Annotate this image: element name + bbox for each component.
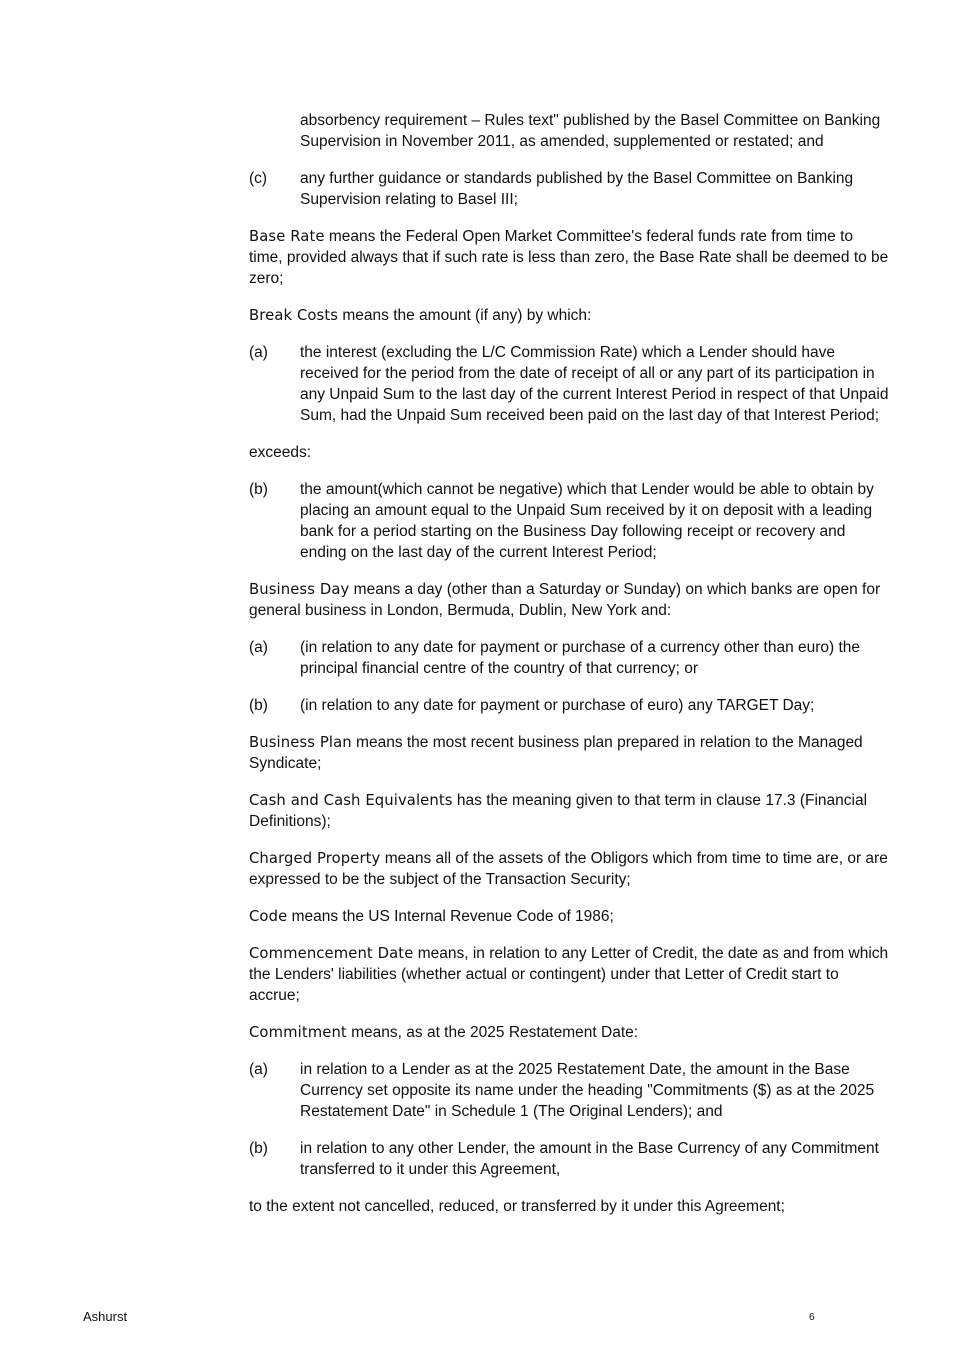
definition-commitment — [249, 1022, 889, 1043]
item-label: (c) — [249, 170, 268, 187]
definition-text: means the US Internal Revenue Code of 1986; — [287, 908, 614, 925]
item-text: any further guidance or standards published by the Basel Committee on Banking Supervision relating to Basel III; — [300, 170, 854, 208]
item-label: (b) — [249, 1140, 268, 1157]
list-item-b — [249, 695, 889, 716]
item-label: (a) — [249, 1061, 268, 1078]
item-text: in relation to a Lender as at the 2025 Restatement Date, the amount in the Base Currency set opposite its name under the heading "Commitments ($) as at the 2025 Restatement Date" in Schedule 1 (The Original Lenders); and — [300, 1061, 875, 1120]
definition-code — [249, 906, 889, 927]
list-item-c — [249, 168, 889, 210]
definition-cash — [249, 790, 889, 832]
definition-text: means the amount (if any) by which: — [338, 307, 592, 324]
item-label: (a) — [249, 639, 268, 656]
defined-term: Commencement Date — [249, 945, 414, 962]
item-text: in relation to any other Lender, the amount in the Base Currency of any Commitment transferred to it under this Agreement, — [300, 1140, 879, 1178]
defined-term: Base Rate — [249, 228, 325, 245]
page-number: 6 — [809, 1312, 815, 1323]
defined-term: Code — [249, 908, 288, 925]
continuation-paragraph: absorbency requirement – Rules text" published by the Basel Committee on Banking Supervision in November 2011, as amended, supplemented or restated; and — [300, 112, 881, 150]
definition-text: means, as at the 2025 Restatement Date: — [346, 1024, 639, 1041]
definition-text: means, in relation to any Letter of Credit, the date as and from which the Lenders' liabilities (whether actual or contingent) under that Letter of Credit start to accrue; — [249, 945, 889, 1004]
item-text: (in relation to any date for payment or purchase of euro) any TARGET Day; — [300, 697, 815, 714]
item-text: the interest (excluding the L/C Commission Rate) which a Lender should have received for the period from the date of receipt of all or any part of its participation in any Unpaid Sum to the last day of the current Interest Period in respect of that Unpaid Sum, had the Unpaid Sum received been paid on the last day of that Interest Period; — [300, 344, 889, 424]
list-item-a — [249, 637, 889, 679]
list-item-b — [249, 1138, 889, 1180]
exceeds-text: exceeds: — [249, 444, 312, 461]
defined-term: Business Plan — [249, 734, 352, 751]
definition-commencement-date — [249, 943, 889, 1006]
item-text: the amount(which cannot be negative) which that Lender would be able to obtain by placing an amount equal to the Unpaid Sum received by it on deposit with a leading bank for a period starting on the Business Day following receipt or recovery and ending on the last day of the current Interest Period; — [300, 481, 874, 561]
definition-text: means the Federal Open Market Committee's federal funds rate from time to time, provided always that if such rate is less than zero, the Base Rate shall be deemed to be zero; — [249, 228, 889, 287]
list-item-a — [249, 1059, 889, 1122]
footer-firm-name: Ashurst — [83, 1309, 128, 1324]
document-body — [249, 110, 889, 1233]
definition-text: means a day (other than a Saturday or Sunday) on which banks are open for general business in London, Bermuda, Dublin, New York and: — [249, 581, 881, 619]
defined-term: Charged Property — [249, 850, 381, 867]
definition-break-costs — [249, 305, 889, 326]
definition-business-plan — [249, 732, 889, 774]
list-item-b — [249, 479, 889, 563]
commitment-closing: to the extent not cancelled, reduced, or transferred by it under this Agreement; — [249, 1198, 785, 1215]
item-label: (b) — [249, 481, 268, 498]
defined-term: Cash and Cash Equivalents — [249, 792, 453, 809]
definition-business-day — [249, 579, 889, 621]
defined-term: Business Day — [249, 581, 350, 598]
list-item-a — [249, 342, 889, 426]
defined-term: Break Costs — [249, 307, 339, 324]
item-label: (a) — [249, 344, 268, 361]
defined-term: Commitment — [249, 1024, 347, 1041]
definition-text: means all of the assets of the Obligors which from time to time are, or are expressed to be the subject of the Transaction Security; — [249, 850, 888, 888]
definition-charged-property — [249, 848, 889, 890]
item-text: (in relation to any date for payment or purchase of a currency other than euro) the principal financial centre of the country of that currency; or — [300, 639, 861, 677]
definition-text: has the meaning given to that term in clause 17.3 (Financial Definitions); — [249, 792, 868, 830]
definition-text: means the most recent business plan prepared in relation to the Managed Syndicate; — [249, 734, 863, 772]
definition-base-rate — [249, 226, 889, 289]
item-label: (b) — [249, 697, 268, 714]
